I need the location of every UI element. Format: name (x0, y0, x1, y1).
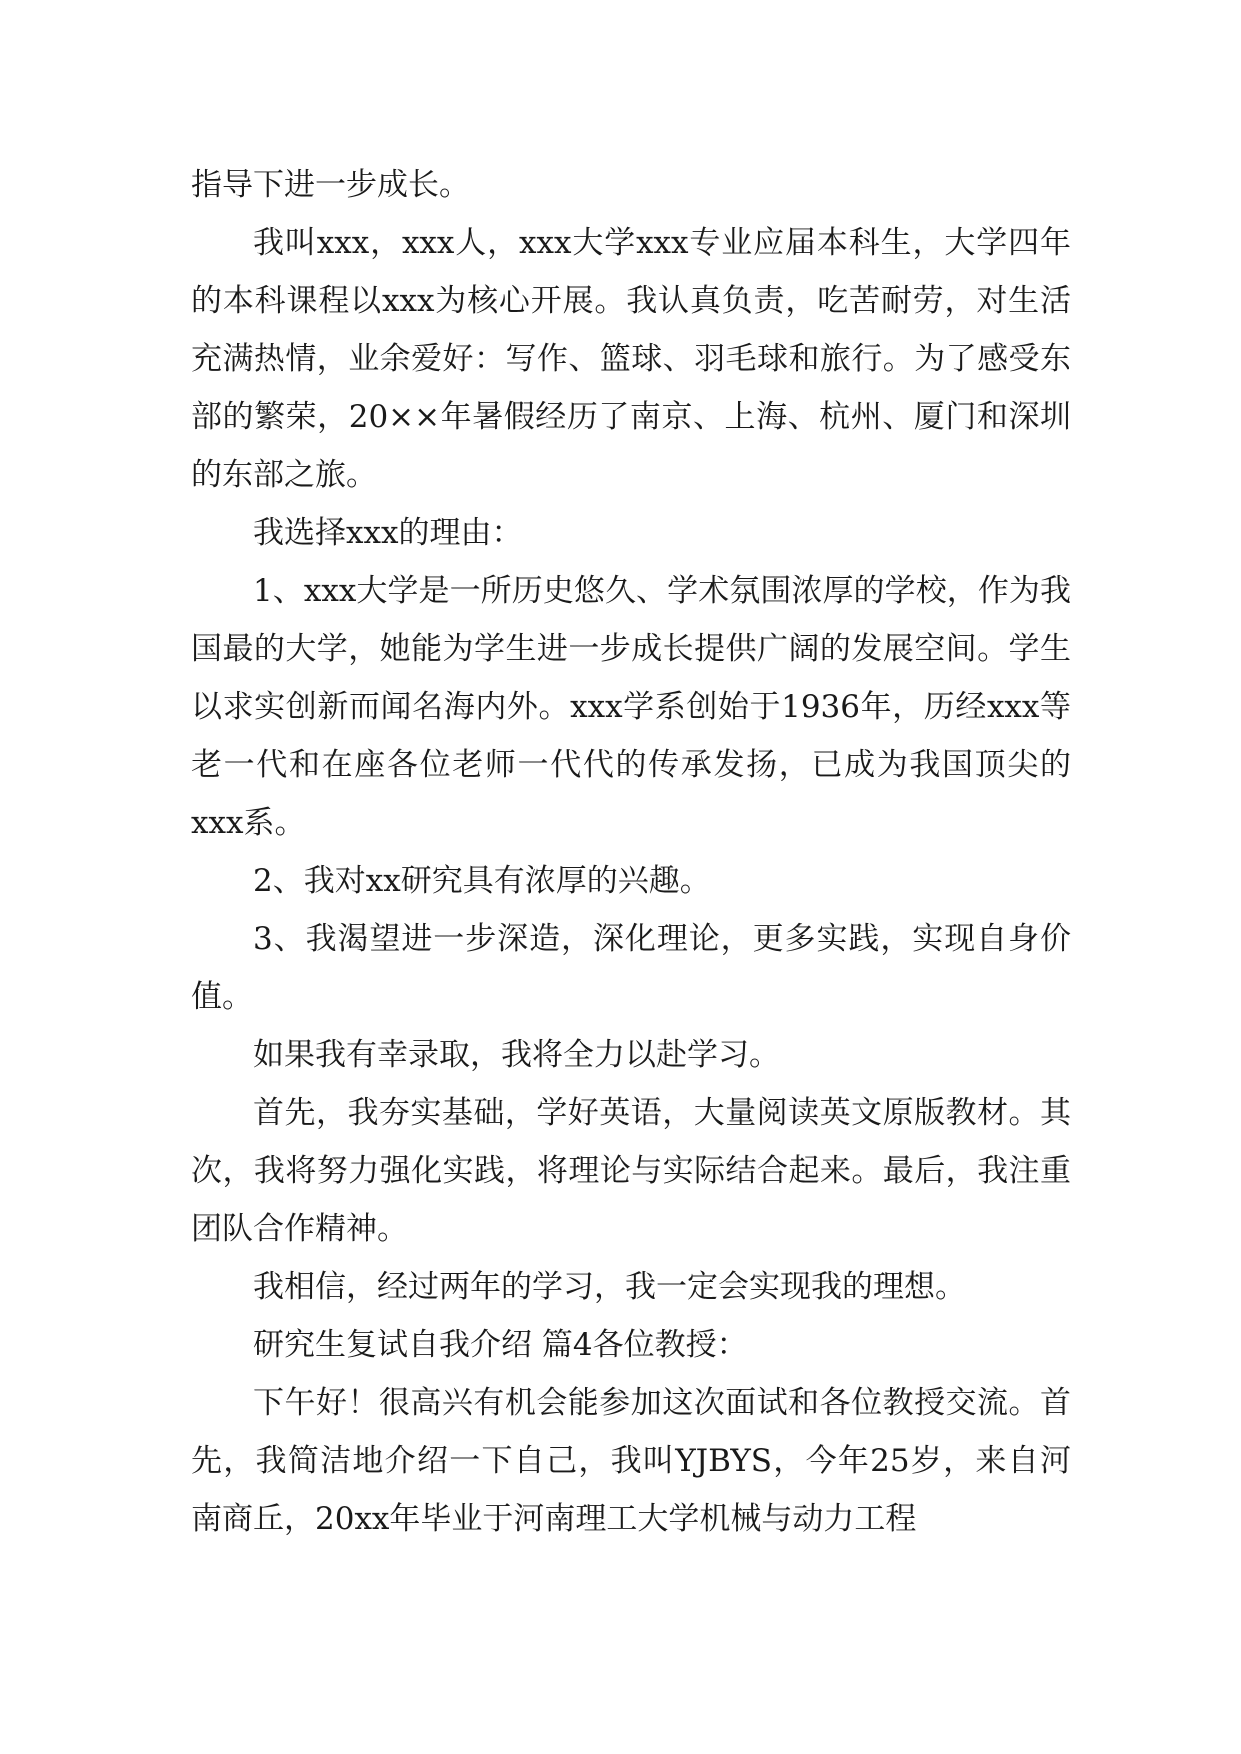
paragraph-2: 我叫xxx，xxx人，xxx大学xxx专业应届本科生，大学四年的本科课程以xxx为核心开展。我认真负责，吃苦耐劳，对生活充满热情，业余爱好：写作、篮球、羽毛球和旅行。为了感受东部的繁荣，20××年暑假经历了南京、上海、杭州、厦门和深圳的东部之旅。 (191, 225, 1071, 493)
paragraph-6: 3、我渴望进一步深造，深化理论，更多实践，实现自身价值。 (191, 921, 1071, 1015)
document-body (191, 156, 1071, 1548)
paragraph-3: 我选择xxx的理由： (253, 515, 523, 551)
paragraph-11: 下午好！很高兴有机会能参加这次面试和各位教授交流。首先，我简洁地介绍一下自己，我叫YJBYS，今年25岁，来自河南商丘，20xx年毕业于河南理工大学机械与动力工程 (191, 1385, 1071, 1537)
paragraph-8: 首先，我夯实基础，学好英语，大量阅读英文原版教材。其次，我将努力强化实践，将理论与实际结合起来。最后，我注重团队合作精神。 (191, 1095, 1071, 1247)
paragraph-7: 如果我有幸录取，我将全力以赴学习。 (253, 1037, 780, 1073)
paragraph-1: 指导下进一步成长。 (191, 167, 470, 203)
paragraph-4: 1、xxx大学是一所历史悠久、学术氛围浓厚的学校，作为我国最的大学，她能为学生进一步成长提供广阔的发展空间。学生以求实创新而闻名海内外。xxx学系创始于1936年，历经xxx等老一代和在座各位老师一代代的传承发扬，已成为我国顶尖的xxx系。 (191, 573, 1071, 841)
paragraph-10: 研究生复试自我介绍 篇4各位教授： (253, 1327, 748, 1363)
paragraph-9: 我相信，经过两年的学习，我一定会实现我的理想。 (253, 1269, 966, 1305)
paragraph-5: 2、我对xx研究具有浓厚的兴趣。 (253, 863, 711, 899)
